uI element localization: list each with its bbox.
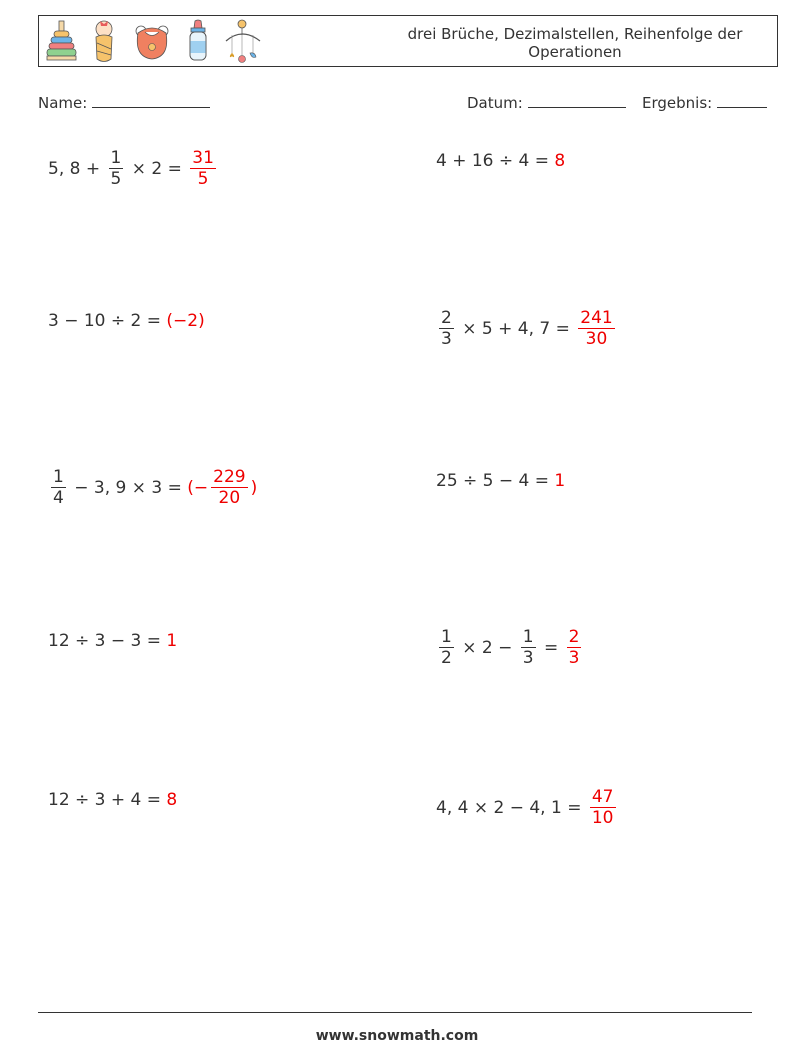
fraction-numerator: 1: [53, 467, 64, 487]
problem-7: [48, 631, 177, 651]
problem-9: [48, 790, 177, 810]
answer: [166, 631, 177, 651]
baby-mobile-icon: [222, 19, 270, 65]
answer: [187, 148, 219, 189]
fraction-denominator: 3: [441, 329, 452, 349]
expression-text: 5, 8 +: [48, 158, 106, 179]
baby-bottle-icon: [187, 19, 209, 65]
fraction-denominator: 20: [218, 488, 241, 508]
fraction-denominator: 30: [585, 329, 608, 349]
fraction-denominator: 2: [441, 648, 452, 668]
expression-text: × 2 −: [456, 637, 518, 658]
score-label: Ergebnis:: [642, 94, 713, 112]
problem-4: [436, 308, 618, 349]
fraction-numerator: 47: [591, 787, 614, 807]
fraction-numerator: 1: [522, 627, 534, 647]
ring-stacker-toy-icon: [45, 19, 79, 63]
name-blank[interactable]: [92, 93, 210, 108]
expression-fraction: [439, 308, 454, 349]
worksheet-title: drei Brüche, Dezimalstellen, Reihenfolge der Operationen: [407, 25, 743, 61]
answer-text: ): [250, 477, 258, 498]
answer-fraction: [190, 148, 216, 189]
problem-10: [436, 787, 619, 828]
answer-text: (−2): [166, 311, 205, 331]
expression-fraction: [521, 627, 536, 668]
answer-fraction: [578, 308, 614, 349]
expression-text: 25 ÷ 5 − 4 =: [436, 471, 555, 491]
baby-bib-icon: [133, 19, 171, 63]
answer-text: 1: [166, 631, 178, 651]
answer: [587, 787, 619, 828]
problem-8: [436, 627, 584, 668]
answer-text: 1: [554, 471, 566, 491]
fraction-numerator: 2: [441, 308, 452, 328]
footer-divider: [38, 1012, 752, 1013]
answer-text: 8: [554, 151, 566, 171]
answer: [166, 790, 177, 810]
fraction-numerator: 229: [213, 467, 246, 487]
fraction-denominator: 3: [522, 648, 534, 668]
expression-text: 12 ÷ 3 + 4 =: [48, 790, 167, 810]
expression-text: × 2 =: [126, 158, 188, 179]
expression-fraction: [51, 467, 66, 508]
expression-fraction: [439, 627, 454, 668]
answer-text: 8: [166, 790, 178, 810]
problem-5: [48, 467, 257, 508]
fraction-numerator: 1: [441, 627, 452, 647]
answer: [564, 627, 585, 668]
fraction-numerator: 2: [568, 627, 580, 647]
fraction-numerator: 241: [580, 308, 613, 328]
answer: [554, 151, 565, 171]
answer: [575, 308, 617, 349]
answer-text: (−: [187, 477, 209, 498]
fraction-denominator: 3: [568, 648, 580, 668]
problem-2: [436, 151, 565, 171]
answer: [554, 471, 565, 491]
expression-text: 3 − 10 ÷ 2 =: [48, 311, 167, 331]
expression-text: − 3, 9 × 3 =: [68, 477, 188, 498]
fraction-denominator: 5: [197, 169, 209, 189]
score-field[interactable]: [642, 93, 767, 112]
worksheet-header: [38, 15, 778, 67]
answer-fraction: [567, 627, 582, 668]
score-blank[interactable]: [717, 93, 767, 108]
problem-1: [48, 148, 219, 189]
date-blank[interactable]: [528, 93, 626, 108]
expression-text: 4 + 16 ÷ 4 =: [436, 151, 555, 171]
fraction-numerator: 31: [192, 148, 214, 168]
expression-text: 12 ÷ 3 − 3 =: [48, 631, 167, 651]
expression-text: × 5 + 4, 7 =: [456, 318, 576, 339]
expression-text: 4, 4 × 2 − 4, 1 =: [436, 797, 587, 818]
name-label: Name:: [38, 94, 88, 112]
footer-url[interactable]: www.snowmath.com: [315, 1028, 479, 1044]
answer-fraction: [590, 787, 616, 828]
date-label: Datum:: [467, 94, 523, 112]
fraction-numerator: 1: [110, 148, 122, 168]
fraction-denominator: 5: [110, 169, 122, 189]
name-field[interactable]: [38, 93, 210, 112]
answer-fraction: [211, 467, 247, 508]
fraction-denominator: 10: [591, 808, 614, 828]
problem-6: [436, 471, 565, 491]
expression-text: =: [538, 637, 564, 658]
swaddled-baby-icon: [91, 19, 117, 65]
date-field[interactable]: [467, 93, 626, 112]
problem-3: [48, 311, 205, 331]
expression-fraction: [109, 148, 124, 189]
answer: [166, 311, 204, 331]
answer: [187, 467, 257, 508]
fraction-denominator: 4: [53, 488, 64, 508]
